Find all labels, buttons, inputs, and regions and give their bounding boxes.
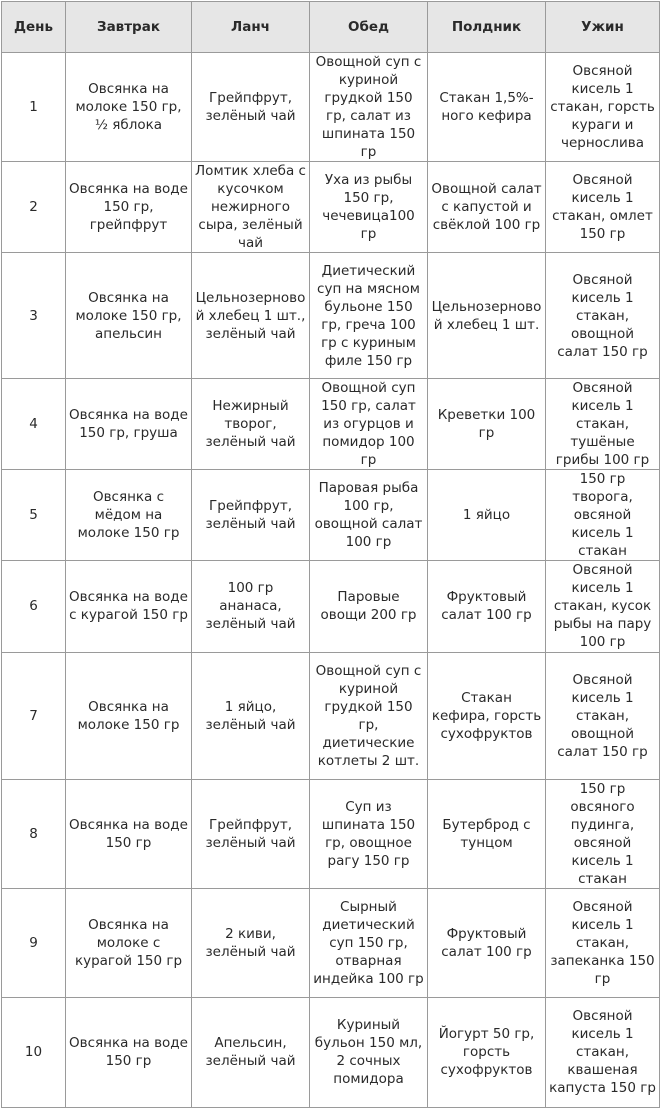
lunch-cell: Грейпфрут, зелёный чай — [192, 470, 310, 561]
supper-cell: Овсяной кисель 1 стакан, запеканка 150 гр — [546, 888, 660, 997]
supper-cell: Овсяной кисель 1 стакан, квашеная капуста 150 гр — [546, 997, 660, 1107]
day-cell: 8 — [2, 779, 66, 888]
supper-cell: Овсяной кисель 1 стакан, овощной салат 150 гр — [546, 652, 660, 779]
lunch-cell: 1 яйцо, зелёный чай — [192, 652, 310, 779]
supper-cell: Овсяной кисель 1 стакан, кусок рыбы на пару 100 гр — [546, 561, 660, 652]
breakfast-cell: Овсянка на молоке 150 гр — [66, 652, 192, 779]
snack-cell: Стакан 1,5%-ного кефира — [428, 53, 546, 162]
table-row — [2, 888, 660, 997]
breakfast-cell: Овсянка на молоке 150 гр, апельсин — [66, 253, 192, 379]
table-row — [2, 779, 660, 888]
snack-cell: Фруктовый салат 100 гр — [428, 888, 546, 997]
table-row — [2, 379, 660, 470]
dinner-cell: Суп из шпината 150 гр, овощное рагу 150 гр — [310, 779, 428, 888]
lunch-cell: Цельнозерновой хлебец 1 шт., зелёный чай — [192, 253, 310, 379]
lunch-cell: 2 киви, зелёный чай — [192, 888, 310, 997]
lunch-cell: Ломтик хлеба с кусочком нежирного сыра, зелёный чай — [192, 162, 310, 253]
dinner-cell: Куриный бульон 150 мл, 2 сочных помидора — [310, 997, 428, 1107]
breakfast-cell: Овсянка с мёдом на молоке 150 гр — [66, 470, 192, 561]
table-row — [2, 162, 660, 253]
breakfast-cell: Овсянка на воде с курагой 150 гр — [66, 561, 192, 652]
snack-cell: Стакан кефира, горсть сухофруктов — [428, 652, 546, 779]
day-cell: 6 — [2, 561, 66, 652]
table-row — [2, 253, 660, 379]
dinner-cell: Паровые овощи 200 гр — [310, 561, 428, 652]
header-supper: Ужин — [546, 2, 660, 53]
header-dinner: Обед — [310, 2, 428, 53]
header-snack: Полдник — [428, 2, 546, 53]
breakfast-cell: Овсянка на воде 150 гр, груша — [66, 379, 192, 470]
day-cell: 1 — [2, 53, 66, 162]
table-row — [2, 997, 660, 1107]
snack-cell: Йогурт 50 гр, горсть сухофруктов — [428, 997, 546, 1107]
header-day: День — [2, 2, 66, 53]
dinner-cell: Уха из рыбы 150 гр, чечевица100 гр — [310, 162, 428, 253]
header-row — [2, 2, 660, 53]
supper-cell: Овсяной кисель 1 стакан, омлет 150 гр — [546, 162, 660, 253]
snack-cell: Овощной салат с капустой и свёклой 100 гр — [428, 162, 546, 253]
snack-cell: Фруктовый салат 100 гр — [428, 561, 546, 652]
breakfast-cell: Овсянка на молоке с курагой 150 гр — [66, 888, 192, 997]
dinner-cell: Овощной суп с куриной грудкой 150 гр, салат из шпината 150 гр — [310, 53, 428, 162]
supper-cell: Овсяной кисель 1 стакан, овощной салат 150 гр — [546, 253, 660, 379]
supper-cell: Овсяной кисель 1 стакан, тушёные грибы 100 гр — [546, 379, 660, 470]
supper-cell: Овсяной кисель 1 стакан, горсть кураги и чернослива — [546, 53, 660, 162]
table-row — [2, 53, 660, 162]
snack-cell: Цельнозерновой хлебец 1 шт. — [428, 253, 546, 379]
dinner-cell: Паровая рыба 100 гр, овощной салат 100 гр — [310, 470, 428, 561]
table-row — [2, 561, 660, 652]
lunch-cell: 100 гр ананаса, зелёный чай — [192, 561, 310, 652]
day-cell: 10 — [2, 997, 66, 1107]
header-breakfast: Завтрак — [66, 2, 192, 53]
day-cell: 3 — [2, 253, 66, 379]
day-cell: 9 — [2, 888, 66, 997]
lunch-cell: Апельсин, зелёный чай — [192, 997, 310, 1107]
supper-cell: 150 гр творога, овсяной кисель 1 стакан — [546, 470, 660, 561]
breakfast-cell: Овсянка на воде 150 гр, грейпфрут — [66, 162, 192, 253]
snack-cell: Бутерброд с тунцом — [428, 779, 546, 888]
lunch-cell: Грейпфрут, зелёный чай — [192, 53, 310, 162]
day-cell: 2 — [2, 162, 66, 253]
lunch-cell: Нежирный творог, зелёный чай — [192, 379, 310, 470]
supper-cell: 150 гр овсяного пудинга, овсяной кисель 1 стакан — [546, 779, 660, 888]
table-row — [2, 470, 660, 561]
dinner-cell: Диетический суп на мясном бульоне 150 гр, греча 100 гр с куриным филе 150 гр — [310, 253, 428, 379]
breakfast-cell: Овсянка на молоке 150 гр, ½ яблока — [66, 53, 192, 162]
breakfast-cell: Овсянка на воде 150 гр — [66, 779, 192, 888]
snack-cell: Креветки 100 гр — [428, 379, 546, 470]
table-row — [2, 652, 660, 779]
day-cell: 4 — [2, 379, 66, 470]
dinner-cell: Сырный диетический суп 150 гр, отварная индейка 100 гр — [310, 888, 428, 997]
lunch-cell: Грейпфрут, зелёный чай — [192, 779, 310, 888]
day-cell: 5 — [2, 470, 66, 561]
dinner-cell: Овощной суп 150 гр, салат из огурцов и помидор 100 гр — [310, 379, 428, 470]
breakfast-cell: Овсянка на воде 150 гр — [66, 997, 192, 1107]
day-cell: 7 — [2, 652, 66, 779]
header-lunch: Ланч — [192, 2, 310, 53]
dinner-cell: Овощной суп с куриной грудкой 150 гр, диетические котлеты 2 шт. — [310, 652, 428, 779]
meal-plan-table — [1, 1, 660, 1108]
snack-cell: 1 яйцо — [428, 470, 546, 561]
